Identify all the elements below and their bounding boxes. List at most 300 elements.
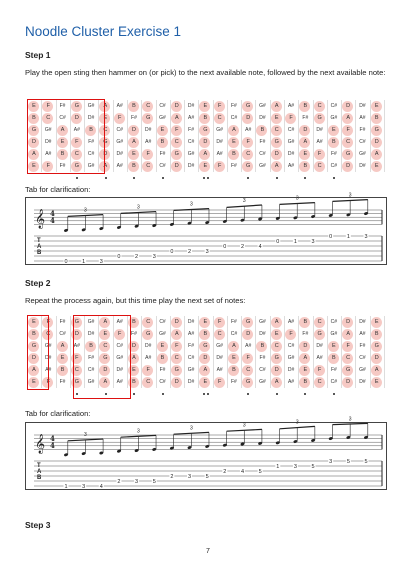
note-label: A [303, 139, 308, 145]
note-label: C# [116, 343, 123, 349]
note-label: B [132, 319, 136, 325]
note-label: D [32, 355, 36, 361]
note-cell [368, 112, 385, 124]
note-label: F# [188, 127, 194, 133]
time-signature: 4 [50, 216, 55, 225]
tab-fret-number: 3 [364, 234, 368, 240]
step1-tab-caption: Tab for clarification: [25, 185, 91, 194]
note-label: A [103, 103, 108, 109]
note-label: D# [359, 319, 366, 325]
note-label: G# [44, 343, 52, 349]
tab-fret-number: 1 [346, 234, 350, 240]
note-label: G# [187, 367, 195, 373]
note-label: C [103, 127, 108, 133]
note-label: D# [287, 367, 295, 373]
note-label: F [146, 151, 150, 157]
note-label: A# [188, 331, 195, 337]
step2-heading: Step 2 [25, 278, 51, 288]
inlay-dot [133, 393, 135, 395]
note-label: E [32, 379, 36, 385]
note-label: E [60, 355, 65, 361]
note-label: G [31, 343, 37, 349]
note-label: G [174, 367, 179, 373]
inlay-dot [162, 177, 164, 179]
note-label: A [103, 319, 108, 325]
note-label: D [374, 139, 379, 145]
note-label: F [217, 379, 222, 385]
note-label: G [274, 139, 279, 145]
note-label: F [346, 343, 350, 349]
tab-fret-number: 2 [170, 474, 174, 480]
note-label: F# [131, 331, 137, 337]
note-label: D# [145, 127, 152, 133]
note-label: D# [259, 115, 266, 121]
note-label: F# [159, 151, 166, 157]
note-cell [368, 148, 385, 160]
note-label: B [260, 127, 265, 133]
note-label: C# [159, 163, 166, 169]
note-label: C [74, 151, 79, 157]
note-label: E [274, 331, 279, 337]
fret-markers-step1 [27, 175, 384, 181]
note-label: G# [159, 115, 166, 121]
note-label: D# [287, 151, 295, 157]
tab-step2 [25, 416, 387, 490]
note-label: C# [359, 355, 366, 361]
note-label: B [374, 331, 379, 337]
triplet-mark: 3 [242, 198, 246, 204]
tab-fret-number: 5 [311, 464, 315, 470]
note-label: B [332, 139, 336, 145]
note-label: C [317, 319, 322, 325]
note-label: F# [330, 367, 337, 373]
triplet-mark: 3 [295, 419, 299, 426]
inlay-dot [76, 393, 78, 395]
note-label: G [374, 343, 379, 349]
note-label: E [374, 319, 379, 325]
note-label: F [289, 115, 293, 121]
inlay-dot [333, 177, 335, 179]
note-label: D# [187, 379, 195, 385]
tab-fret-number: 4 [99, 484, 103, 490]
note-label: C [246, 151, 251, 157]
note-label: D [274, 151, 279, 157]
tab-fret-number: 3 [99, 259, 103, 265]
note-label: E [32, 103, 36, 109]
tab-fret-number: 1 [82, 259, 86, 265]
note-label: E [374, 163, 379, 169]
note-label: F# [59, 163, 66, 169]
note-label: A# [73, 343, 80, 349]
tab-fret-number: 4 [240, 469, 245, 475]
inlay-dot [276, 393, 278, 395]
note-label: E [332, 127, 336, 133]
note-label: F# [230, 103, 237, 109]
note-label: G [203, 343, 208, 349]
note-label: A [32, 151, 36, 157]
note-label: A [274, 163, 279, 169]
note-label: B [32, 331, 36, 337]
note-label: A [274, 319, 279, 325]
note-label: A# [316, 139, 323, 145]
note-label: G [74, 379, 79, 385]
note-label: F [146, 367, 150, 373]
note-label: C [217, 115, 222, 121]
note-label: F# [302, 331, 309, 337]
note-label: D# [259, 331, 266, 337]
note-label: F [46, 319, 50, 325]
note-label: G [146, 115, 151, 121]
note-label: D# [116, 151, 123, 157]
note-label: D# [187, 163, 195, 169]
tab-fret-number: 3 [187, 474, 192, 480]
note-label: A# [45, 151, 52, 157]
note-label: C# [287, 343, 295, 349]
note-label: G [103, 139, 108, 145]
note-cell [368, 376, 385, 388]
note-label: A# [116, 163, 123, 169]
note-label: E [203, 163, 208, 169]
note-label: F [317, 151, 322, 157]
note-label: B [132, 163, 136, 169]
note-label: C [146, 163, 151, 169]
note-label: C# [230, 331, 238, 337]
note-label: D [174, 379, 179, 385]
note-label: F# [259, 139, 266, 145]
tab-fret-number: 0 [117, 254, 121, 260]
tab-fret-number: 0 [329, 234, 333, 240]
note-label: G [74, 319, 79, 325]
note-label: D [346, 319, 351, 325]
note-label: F# [159, 367, 166, 373]
note-label: D [303, 127, 308, 133]
note-label: A# [316, 355, 323, 361]
note-label: C# [59, 331, 66, 337]
tab-step1 [25, 192, 387, 265]
note-label: F# [230, 319, 237, 325]
note-label: A# [116, 319, 123, 325]
note-label: A [103, 379, 108, 385]
note-label: A [346, 331, 350, 337]
note-label: A# [116, 103, 123, 109]
note-label: G [146, 331, 151, 337]
note-label: G [317, 115, 322, 121]
note-label: F# [88, 139, 95, 145]
note-label: B [132, 103, 136, 109]
note-label: G# [187, 151, 195, 157]
time-signature: 4 [50, 209, 55, 218]
note-label: F# [302, 115, 309, 121]
note-cell [368, 124, 385, 136]
note-label: F# [330, 151, 337, 157]
tab-clef: B [37, 475, 42, 481]
note-label: C# [230, 115, 238, 121]
note-label: F [175, 343, 179, 349]
tab-fret-number: 5 [364, 459, 368, 465]
note-label: E [374, 379, 379, 385]
note-label: D [346, 379, 351, 385]
note-label: C [146, 103, 151, 109]
note-label: D# [316, 343, 323, 349]
note-label: D# [45, 355, 52, 361]
note-label: G [346, 151, 351, 157]
note-label: G [274, 355, 279, 361]
note-label: F [289, 331, 293, 337]
note-label: A# [145, 139, 152, 145]
note-label: F [217, 319, 222, 325]
step2-tab-caption: Tab for clarification: [25, 409, 91, 418]
inlay-dot [207, 393, 209, 395]
triplet-mark: 3 [136, 428, 140, 435]
note-label: C# [59, 115, 66, 121]
page-title: Noodle Cluster Exercise 1 [25, 24, 182, 39]
tab-fret-number: 5 [258, 469, 262, 475]
inlay-dot [247, 177, 249, 179]
note-label: G [103, 355, 108, 361]
note-label: D [346, 103, 351, 109]
note-label: D# [187, 103, 195, 109]
note-label: B [232, 367, 236, 373]
note-label: B [89, 343, 93, 349]
step1-text: Play the open sting then hammer on (or pick) to the next available note, followed by the next available note: [25, 68, 386, 77]
tab-clef: T [37, 238, 41, 244]
note-label: E [303, 151, 308, 157]
note-label: E [160, 343, 165, 349]
note-cell [368, 352, 385, 364]
note-label: B [60, 367, 65, 373]
note-label: E [232, 139, 236, 145]
note-label: C [317, 379, 322, 385]
note-label: F [46, 379, 50, 385]
note-label: A# [245, 343, 252, 349]
note-label: G [246, 103, 251, 109]
note-label: E [232, 355, 236, 361]
note-label: C [174, 139, 179, 145]
note-label: C [217, 331, 222, 337]
note-label: D# [216, 355, 223, 361]
note-label: D# [116, 367, 123, 373]
note-label: A [274, 103, 279, 109]
inlay-dot [247, 393, 249, 395]
inlay-dot [76, 177, 78, 179]
note-label: B [160, 355, 165, 361]
inlay-dot [304, 393, 306, 395]
note-label: G# [216, 343, 223, 349]
note-label: E [60, 139, 65, 145]
inlay-dot [133, 177, 135, 179]
note-label: G [317, 331, 322, 337]
tab-fret-number: 1 [293, 239, 297, 245]
tab-fret-number: 0 [276, 239, 280, 245]
note-label: C# [330, 319, 338, 325]
note-label: A# [116, 379, 123, 385]
note-label: A [203, 151, 208, 157]
note-label: A [303, 355, 308, 361]
note-label: F# [131, 115, 137, 121]
note-label: C# [116, 127, 123, 133]
note-label: E [303, 367, 308, 373]
note-label: C# [330, 163, 338, 169]
note-label: G [246, 319, 251, 325]
note-label: G# [259, 319, 266, 325]
note-label: C [274, 127, 279, 133]
note-label: A [32, 367, 36, 373]
note-label: G [74, 163, 79, 169]
note-label: G# [359, 151, 366, 157]
note-label: B [32, 115, 36, 121]
note-label: F [217, 163, 222, 169]
note-label: A [274, 379, 279, 385]
inlay-dot [207, 177, 209, 179]
note-label: C [246, 367, 251, 373]
tab-fret-number: 5 [152, 479, 156, 485]
inlay-dot [105, 177, 107, 179]
note-label: A# [287, 379, 295, 385]
note-cell [368, 340, 385, 352]
tab-fret-number: 5 [205, 474, 209, 480]
note-cell [368, 328, 385, 340]
note-label: C [74, 367, 79, 373]
note-cell [368, 100, 385, 112]
note-label: C# [159, 103, 166, 109]
note-label: D [32, 139, 36, 145]
note-label: F [46, 163, 50, 169]
note-cell [368, 364, 385, 376]
note-label: D [174, 163, 179, 169]
note-label: E [103, 331, 108, 337]
tab-fret-number: 3 [152, 254, 156, 260]
note-label: F [317, 367, 322, 373]
note-label: G# [87, 163, 95, 169]
note-label: C [146, 319, 151, 325]
note-label: D [203, 139, 208, 145]
note-label: D [174, 103, 179, 109]
note-label: D [274, 367, 279, 373]
note-label: D [131, 343, 136, 349]
note-label: A# [245, 127, 252, 133]
note-label: F# [88, 355, 95, 361]
note-label: F [246, 139, 250, 145]
note-label: C# [287, 127, 295, 133]
note-label: C [174, 355, 179, 361]
note-label: C [317, 103, 322, 109]
note-label: B [203, 115, 208, 121]
note-label: B [332, 355, 336, 361]
treble-clef: 𝄞 [35, 209, 46, 229]
note-label: A [346, 115, 350, 121]
triplet-mark: 3 [242, 422, 246, 429]
note-label: C [103, 343, 108, 349]
note-label: G# [259, 379, 266, 385]
note-label: F# [259, 355, 266, 361]
treble-clef: 𝄞 [35, 434, 46, 454]
note-label: A [232, 343, 236, 349]
note-label: G# [44, 127, 52, 133]
tab-fret-number: 2 [223, 469, 227, 475]
note-label: E [32, 319, 36, 325]
note-label: D# [359, 103, 366, 109]
note-label: G# [259, 103, 266, 109]
tab-fret-number: 3 [82, 484, 86, 490]
note-label: A [374, 367, 379, 373]
note-label: F# [230, 163, 237, 169]
note-label: G# [216, 127, 223, 133]
tab-fret-number: 1 [276, 464, 280, 470]
step3-heading: Step 3 [25, 520, 51, 530]
tab-fret-number: 0 [64, 259, 68, 265]
tab-notation-step2 [26, 416, 388, 491]
time-signature: 4 [50, 441, 55, 450]
note-label: G# [116, 355, 123, 361]
note-label: G# [330, 331, 338, 337]
note-label: A# [45, 367, 52, 373]
note-label: G# [287, 139, 295, 145]
tab-fret-number: 3 [205, 249, 209, 255]
note-label: C [274, 343, 279, 349]
note-label: A [203, 367, 208, 373]
note-label: D# [187, 319, 195, 325]
note-label: D [246, 331, 251, 337]
note-label: D [74, 115, 79, 121]
tab-fret-number: 2 [135, 254, 139, 260]
note-label: G [346, 367, 351, 373]
tab-fret-number: 1 [64, 484, 68, 490]
note-label: A# [359, 115, 366, 121]
note-label: C [317, 163, 322, 169]
tab-fret-number: 3 [293, 464, 297, 470]
triplet-mark: 3 [136, 204, 140, 211]
note-label: D [303, 343, 308, 349]
note-label: F# [230, 379, 237, 385]
inlay-dot [276, 177, 278, 179]
fret-markers-step2 [27, 391, 384, 397]
note-label: D [103, 151, 108, 157]
note-label: C# [87, 367, 95, 373]
note-label: A# [216, 151, 223, 157]
note-label: A [132, 139, 136, 145]
inlay-dot [203, 177, 205, 179]
tab-fret-number: 2 [117, 479, 121, 485]
note-label: B [60, 151, 65, 157]
note-label: F [217, 103, 222, 109]
note-label: D# [359, 379, 366, 385]
triplet-mark: 3 [348, 192, 352, 199]
tab-clef: B [37, 250, 42, 256]
note-label: C# [330, 379, 338, 385]
note-label: G [246, 379, 251, 385]
note-label: F [75, 139, 79, 145]
tab-clef: A [37, 469, 42, 475]
note-label: E [203, 319, 208, 325]
note-label: A# [359, 331, 366, 337]
note-label: F [246, 355, 250, 361]
note-label: D [174, 319, 179, 325]
note-label: B [260, 343, 265, 349]
note-label: E [103, 115, 108, 121]
inlay-dot [203, 393, 205, 395]
note-label: A [103, 163, 108, 169]
note-label: G# [287, 355, 295, 361]
step1-heading: Step 1 [25, 50, 51, 60]
note-label: C# [330, 103, 338, 109]
highlight-box-step1 [27, 99, 108, 174]
note-label: E [160, 127, 165, 133]
note-label: G# [159, 331, 166, 337]
note-label: D# [45, 139, 52, 145]
note-label: D# [316, 127, 323, 133]
note-label: G# [87, 379, 95, 385]
note-label: D [131, 127, 136, 133]
